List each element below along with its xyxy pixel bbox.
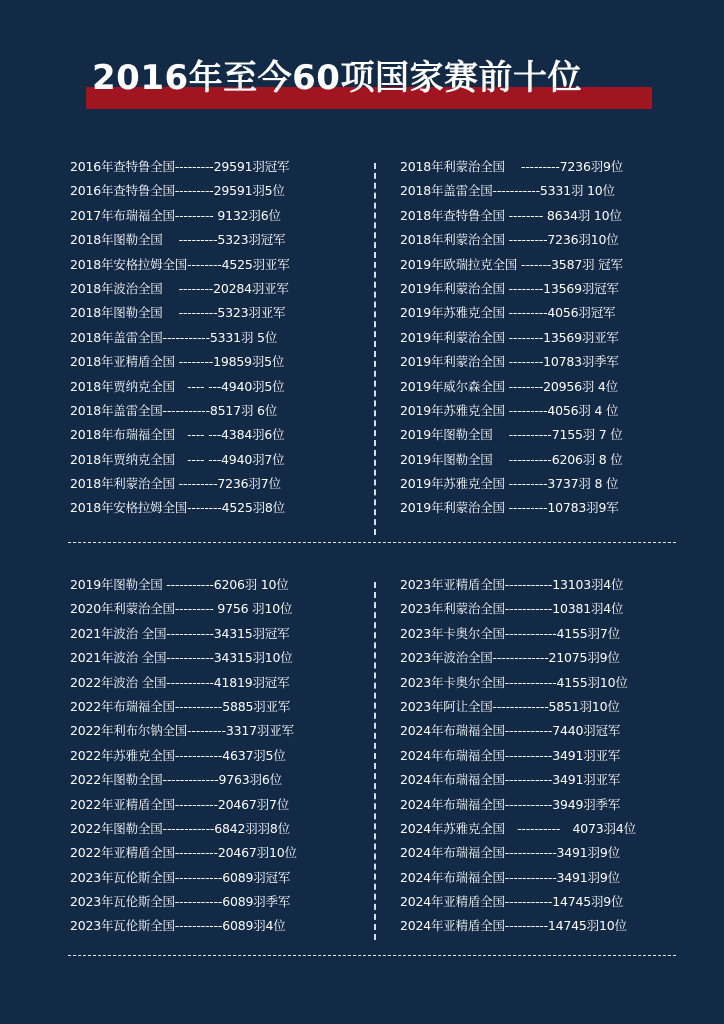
result-entry: 2018年查特鲁全国 -------- 8634羽 10位 — [400, 207, 622, 223]
result-entry: 2022年亚精盾全国----------20467羽7位 — [70, 796, 290, 812]
result-entry: 2019年威尔森全国 --------20956羽 4位 — [400, 378, 618, 394]
result-entry: 2018年安格拉姆全国--------4525羽8位 — [70, 500, 285, 516]
result-entry: 2024年布瑞福全国-----------7440羽冠军 — [400, 723, 621, 739]
result-entry: 2019年图勒全国 -----------6206羽 10位 — [70, 577, 289, 592]
result-entry: 2023年瓦伦斯全国-----------6089羽季军 — [70, 894, 291, 910]
result-entry: 2018年利蒙治全国 ---------7236羽10位 — [400, 232, 619, 248]
result-entry: 2018年利蒙治全国 ---------7236羽7位 — [70, 476, 281, 492]
result-entry: 2018年亚精盾全国 --------19859羽5位 — [70, 354, 285, 370]
result-entry: 2019年利蒙治全国 ---------10783羽9军 — [400, 500, 619, 516]
result-entry: 2021年波治 全国-----------34315羽10位 — [70, 650, 293, 666]
result-entry: 2024年苏雅克全国 ---------- 4073羽4位 — [400, 820, 636, 836]
result-entry: 2024年布瑞福全国------------3491羽9位 — [400, 869, 620, 885]
result-entry: 2023年卡奥尔全国------------4155羽7位 — [400, 625, 620, 641]
horizontal-dashed-divider-bottom — [68, 955, 676, 956]
result-entry: 2022年亚精盾全国----------20467羽10位 — [70, 845, 297, 861]
result-entry: 2019年苏雅克全国 ---------4056羽 4 位 — [400, 402, 619, 418]
result-entry: 2019年苏雅克全国 ---------4056羽冠军 — [400, 305, 616, 321]
result-entry: 2023年瓦伦斯全国-----------6089羽4位 — [70, 918, 286, 934]
result-entry: 2018年布瑞福全国 ---- ---4384羽6位 — [70, 427, 285, 443]
result-entry: 2016年查特鲁全国---------29591羽5位 — [70, 183, 285, 199]
results-list-bottom-left — [70, 573, 297, 939]
results-list-top-left — [70, 155, 290, 521]
result-entry: 2024年亚精盾全国----------14745羽10位 — [400, 918, 627, 934]
result-entry: 2024年亚精盾全国-----------14745羽9位 — [400, 894, 624, 910]
result-entry: 2024年布瑞福全国-----------3949羽季军 — [400, 796, 621, 812]
result-entry: 2019年图勒全国 ----------7155羽 7 位 — [400, 427, 623, 443]
result-entry: 2017年布瑞福全国--------- 9132羽6位 — [70, 207, 281, 223]
result-entry: 2023年波治全国-------------21075羽9位 — [400, 650, 620, 666]
page-title: 2016年至今60项国家赛前十位 — [92, 58, 582, 98]
result-entry: 2018年盖雷全国-----------5331羽 10位 — [400, 183, 615, 199]
vertical-dashed-divider-bottom — [374, 582, 376, 940]
result-entry: 2022年图勒全国-------------9763羽6位 — [70, 772, 282, 788]
result-entry: 2023年利蒙治全国-----------10381羽4位 — [400, 601, 624, 617]
results-list-top-right — [400, 155, 623, 521]
result-entry: 2018年盖雷全国-----------5331羽 5位 — [70, 329, 278, 345]
result-entry: 2019年利蒙治全国 --------13569羽亚军 — [400, 329, 619, 345]
result-entry: 2022年波治 全国-----------41819羽冠军 — [70, 674, 290, 690]
result-entry: 2019年利蒙治全国 --------10783羽季军 — [400, 354, 619, 370]
results-list-bottom-right — [400, 573, 636, 939]
result-entry: 2018年利蒙治全国 ---------7236羽9位 — [400, 159, 624, 174]
result-entry: 2018年图勒全国 ---------5323羽亚军 — [70, 305, 286, 321]
result-entry: 2021年波治 全国-----------34315羽冠军 — [70, 625, 290, 641]
result-entry: 2023年瓦伦斯全国-----------6089羽冠军 — [70, 869, 291, 885]
result-entry: 2019年欧瑞拉克全国 -------3587羽 冠军 — [400, 256, 623, 272]
title-banner — [86, 54, 652, 112]
result-entry: 2024年布瑞福全国-----------3491羽亚军 — [400, 747, 621, 763]
result-entry: 2018年波治全国 --------20284羽亚军 — [70, 280, 289, 296]
result-entry: 2018年贾纳克全国 ---- ---4940羽5位 — [70, 378, 285, 394]
result-entry: 2018年图勒全国 ---------5323羽冠军 — [70, 232, 286, 248]
result-entry: 2023年阿让全国-------------5851羽10位 — [400, 698, 620, 714]
result-entry: 2024年布瑞福全国-----------3491羽亚军 — [400, 772, 621, 788]
result-entry: 2018年安格拉姆全国--------4525羽亚军 — [70, 256, 290, 272]
result-entry: 2020年利蒙治全国--------- 9756 羽10位 — [70, 601, 293, 617]
result-entry: 2022年苏雅克全国-----------4637羽5位 — [70, 747, 286, 763]
result-entry: 2019年利蒙治全国 --------13569羽冠军 — [400, 280, 619, 296]
result-entry: 2019年苏雅克全国 ---------3737羽 8 位 — [400, 476, 619, 492]
horizontal-dashed-divider-middle — [68, 542, 676, 543]
result-entry: 2019年图勒全国 ----------6206羽 8 位 — [400, 451, 623, 467]
result-entry: 2018年贾纳克全国 ---- ---4940羽7位 — [70, 451, 285, 467]
result-entry: 2022年利布尔钠全国---------3317羽亚军 — [70, 723, 294, 739]
result-entry: 2018年盖雷全国-----------8517羽 6位 — [70, 402, 278, 418]
result-entry: 2016年查特鲁全国---------29591羽冠军 — [70, 159, 290, 174]
result-entry: 2022年布瑞福全国-----------5885羽亚军 — [70, 698, 291, 714]
result-entry: 2023年亚精盾全国-----------13103羽4位 — [400, 577, 624, 592]
result-entry: 2023年卡奥尔全国------------4155羽10位 — [400, 674, 628, 690]
result-entry: 2024年布瑞福全国------------3491羽9位 — [400, 845, 620, 861]
result-entry: 2022年图勒全国------------6842羽羽8位 — [70, 820, 290, 836]
vertical-dashed-divider-top — [374, 163, 376, 535]
